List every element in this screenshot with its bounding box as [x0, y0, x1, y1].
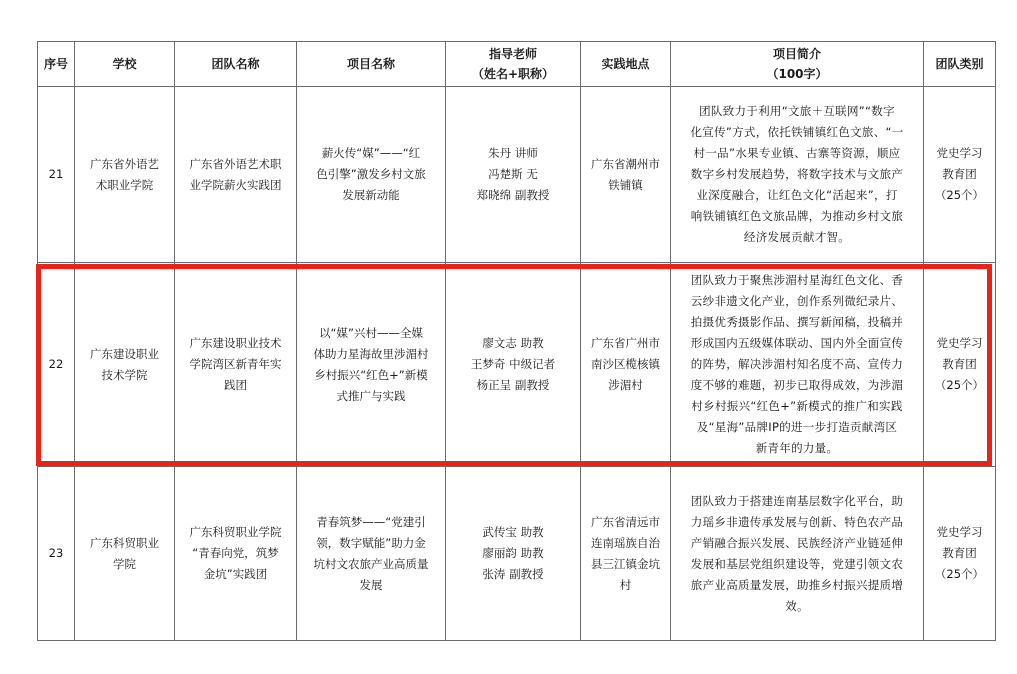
row-school: 广东省外语艺 术职业学院 [75, 87, 175, 263]
header-intro [671, 42, 924, 87]
row-seq: 21 [38, 87, 75, 263]
row-category: 党史学习 教育团 （25个） [924, 467, 996, 641]
row-project: 以“媒”兴村——全媒 体助力星海故里涉湄村 乡村振兴“红色+”新模 式推广与实践 [297, 263, 446, 467]
row-seq: 22 [38, 263, 75, 467]
row-intro: 团队致力于聚焦涉湄村星海红色文化、香 云纱非遗文化产业，创作系列微纪录片、 拍摄优秀摄影作品、撰写新闻稿，投稿并 形成国内五级媒体联动、国内外全面宣传 的阵势，解决涉湄村知名度不高、宣传力 度不够的难题，初步已取得成效，为涉湄 村乡村振兴“红色+”新模式的推广和实践 及“星海”品牌IP的进一步打造贡献湾区 新青年的力量。 [671, 263, 924, 467]
header-team: 团队名称 [175, 42, 297, 87]
header-advisor-line2: （姓名+职称） [471, 67, 555, 81]
table-row [38, 87, 996, 263]
header-project: 项目名称 [297, 42, 446, 87]
row-team: 广东科贸职业学院 “青春向党，筑梦 金坑”实践团 [175, 467, 297, 641]
row-intro: 团队致力于搭建连南基层数字化平台，助 力瑶乡非遗传承发展与创新、特色农产品 产销融合振兴发展、民族经济产业链延伸 发展和基层党组织建设等，党建引领文农 旅产业高质量发展，助推乡村振兴提质增 效。 [671, 467, 924, 641]
row-advisors: 武传宝 助教 廖丽韵 助教 张涛 副教授 [446, 467, 581, 641]
header-row [38, 42, 996, 87]
project-table [37, 41, 996, 641]
row-seq: 23 [38, 467, 75, 641]
row-project: 青春筑梦——“党建引 领，数字赋能”助力金 坑村文农旅产业高质量 发展 [297, 467, 446, 641]
row-location: 广东省广州市 南沙区榄核镇 涉湄村 [581, 263, 671, 467]
row-advisors: 廖文志 助教 王梦奇 中级记者 杨正呈 副教授 [446, 263, 581, 467]
header-intro-line2: （100字） [766, 67, 828, 81]
row-category: 党史学习 教育团 （25个） [924, 87, 996, 263]
header-location: 实践地点 [581, 42, 671, 87]
row-intro: 团队致力于利用“文旅＋互联网”“数字 化宣传”方式，依托铁铺镇红色文旅、“一 村一品”水果专业镇、古寨等资源，顺应 数字乡村发展趋势，将数字技术与文旅产 业深度融合，让红色文化“活起来”，打 响铁铺镇红色文旅品牌，为推动乡村文旅 经济发展贡献才智。 [671, 87, 924, 263]
header-category: 团队类别 [924, 42, 996, 87]
table-row-highlighted [38, 263, 996, 467]
header-seq: 序号 [38, 42, 75, 87]
row-school: 广东建设职业 技术学院 [75, 263, 175, 467]
header-advisor [446, 42, 581, 87]
row-school: 广东科贸职业 学院 [75, 467, 175, 641]
table-row [38, 467, 996, 641]
row-category: 党史学习 教育团 （25个） [924, 263, 996, 467]
row-team: 广东省外语艺术职 业学院薪火实践团 [175, 87, 297, 263]
row-location: 广东省清远市 连南瑶族自治 县三江镇金坑 村 [581, 467, 671, 641]
row-advisors: 朱丹 讲师 冯楚斯 无 郑晓绵 副教授 [446, 87, 581, 263]
row-project: 薪火传“媒”——“红 色引擎”激发乡村文旅 发展新动能 [297, 87, 446, 263]
header-advisor-line1: 指导老师 [488, 47, 537, 61]
row-location: 广东省潮州市 铁铺镇 [581, 87, 671, 263]
header-intro-line1: 项目简介 [772, 47, 821, 61]
header-school: 学校 [75, 42, 175, 87]
row-team: 广东建设职业技术 学院湾区新青年实 践团 [175, 263, 297, 467]
